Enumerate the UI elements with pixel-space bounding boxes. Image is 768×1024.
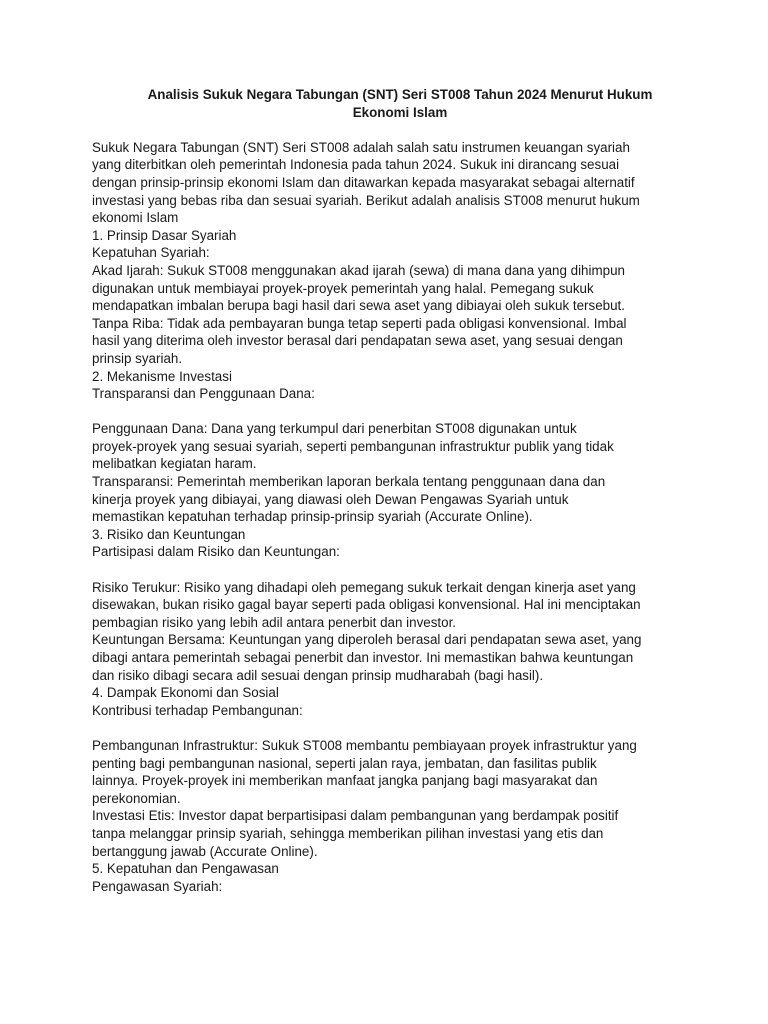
document-title-line-1: Analisis Sukuk Negara Tabungan (SNT) Seri ST008 Tahun 2024 Menurut Hukum bbox=[147, 87, 653, 102]
text-line bbox=[92, 561, 692, 579]
text-line: dan risiko dibagi secara adil sesuai dengan prinsip mudharabah (bagi hasil). bbox=[92, 667, 544, 683]
document-title-line-2: Ekonomi Islam bbox=[352, 104, 448, 120]
text-line: Transparansi dan Penggunaan Dana: bbox=[92, 386, 315, 402]
text-line: memastikan kepatuhan terhadap prinsip-prinsip syariah (Accurate Online). bbox=[92, 509, 533, 525]
text-line: disewakan, bukan risiko gagal bayar seperti pada obligasi konvensional. Hal ini menciptakan bbox=[92, 597, 641, 613]
text-line: kinerja proyek yang dibiayai, yang diawasi oleh Dewan Pengawas Syariah untuk bbox=[92, 491, 569, 507]
text-line: penting bagi pembangunan nasional, seperti jalan raya, jembatan, dan fasilitas publik bbox=[92, 755, 597, 771]
text-line: 3. Risiko dan Keuntungan bbox=[92, 526, 246, 542]
document-page bbox=[92, 86, 692, 895]
text-line bbox=[92, 719, 692, 737]
text-line: 4. Dampak Ekonomi dan Sosial bbox=[92, 685, 279, 701]
text-line: hasil yang diterima oleh investor berasal dari pendapatan sewa aset, yang sesuai dengan bbox=[92, 333, 623, 349]
text-line: Risiko Terukur: Risiko yang dihadapi oleh pemegang sukuk terkait dengan kinerja aset yang bbox=[92, 579, 636, 595]
text-line: mendapatkan imbalan berupa bagi hasil dari sewa aset yang dibiayai oleh sukuk tersebut. bbox=[92, 298, 625, 314]
text-line: tanpa melanggar prinsip syariah, sehingga memberikan pilihan investasi yang etis dan bbox=[92, 825, 604, 841]
document-body bbox=[92, 139, 692, 896]
text-line: perekonomian. bbox=[92, 790, 181, 806]
text-line: digunakan untuk membiayai proyek-proyek pemerintah yang halal. Pemegang sukuk bbox=[92, 280, 594, 296]
text-line: Transparansi: Pemerintah memberikan laporan berkala tentang penggunaan dana dan bbox=[92, 474, 606, 490]
text-line bbox=[92, 403, 692, 421]
text-line: Tanpa Riba: Tidak ada pembayaran bunga tetap seperti pada obligasi konvensional. Imbal bbox=[92, 315, 627, 331]
text-line: dibagi antara pemerintah sebagai penerbit dan investor. Ini memastikan bahwa keuntungan bbox=[92, 650, 634, 665]
text-line: Kontribusi terhadap Pembangunan: bbox=[92, 702, 303, 718]
text-line: Kepatuhan Syariah: bbox=[92, 245, 210, 261]
text-line: 1. Prinsip Dasar Syariah bbox=[92, 227, 237, 243]
text-line: yang diterbitkan oleh pemerintah Indonesia pada tahun 2024. Sukuk ini dirancang sesuai bbox=[92, 157, 620, 173]
text-line: 2. Mekanisme Investasi bbox=[92, 368, 232, 384]
text-line: proyek-proyek yang sesuai syariah, seperti pembangunan infrastruktur publik yang tidak bbox=[92, 438, 614, 454]
text-line: prinsip syariah. bbox=[92, 350, 183, 366]
text-line: dengan prinsip-prinsip ekonomi Islam dan ditawarkan kepada masyarakat sebagai alternatif bbox=[92, 174, 635, 190]
text-line: Pengawasan Syariah: bbox=[92, 878, 223, 894]
text-line: Investasi Etis: Investor dapat berpartisipasi dalam pembangunan yang berdampak positif bbox=[92, 808, 619, 824]
text-line: melibatkan kegiatan haram. bbox=[92, 456, 257, 472]
text-line: investasi yang bebas riba dan sesuai syariah. Berikut adalah analisis ST008 menurut hukum bbox=[92, 192, 640, 208]
text-line: Partisipasi dalam Risiko dan Keuntungan: bbox=[92, 544, 340, 560]
text-line: lainnya. Proyek-proyek ini memberikan manfaat jangka panjang bagi masyarakat dan bbox=[92, 773, 598, 789]
text-line: Akad Ijarah: Sukuk ST008 menggunakan akad ijarah (sewa) di mana dana yang dihimpun bbox=[92, 262, 625, 278]
text-line: Sukuk Negara Tabungan (SNT) Seri ST008 adalah salah satu instrumen keuangan syariah bbox=[92, 139, 630, 155]
text-line: pembagian risiko yang lebih adil antara penerbit dan investor. bbox=[92, 614, 457, 630]
text-line: Penggunaan Dana: Dana yang terkumpul dari penerbitan ST008 digunakan untuk bbox=[92, 421, 577, 437]
text-line: Keuntungan Bersama: Keuntungan yang diperoleh berasal dari pendapatan sewa aset, yang bbox=[92, 632, 642, 648]
text-line: Pembangunan Infrastruktur: Sukuk ST008 membantu pembiayaan proyek infrastruktur yang bbox=[92, 737, 637, 753]
text-line: ekonomi Islam bbox=[92, 210, 179, 226]
text-line: bertanggung jawab (Accurate Online). bbox=[92, 843, 318, 859]
document-title bbox=[92, 86, 692, 121]
text-line: 5. Kepatuhan dan Pengawasan bbox=[92, 861, 279, 877]
